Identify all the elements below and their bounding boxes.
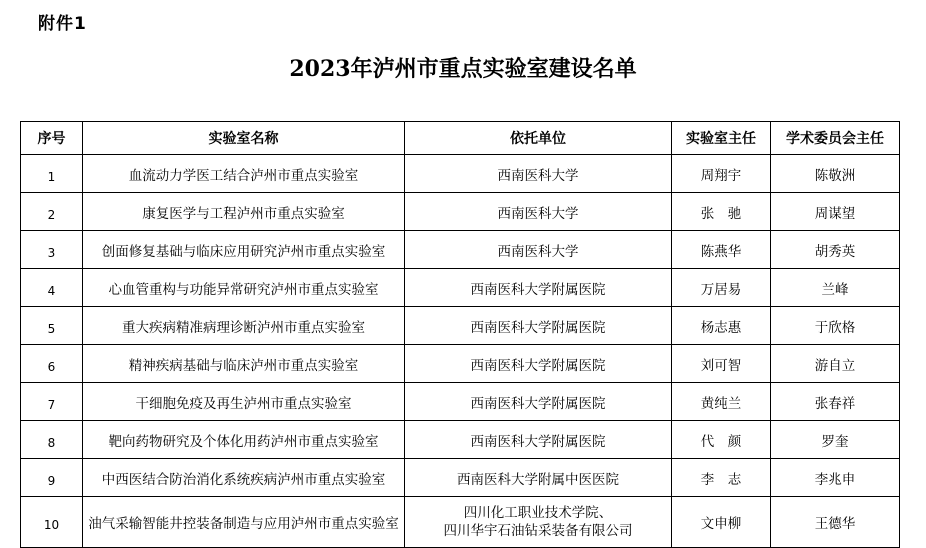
cell-committee-chair: 周谋望 bbox=[771, 193, 900, 231]
cell-lab-name: 油气采输智能井控装备制造与应用泸州市重点实验室 bbox=[83, 497, 405, 548]
cell-lab-name: 靶向药物研究及个体化用药泸州市重点实验室 bbox=[83, 421, 405, 459]
lab-list-table bbox=[20, 121, 900, 548]
cell-number: 5 bbox=[21, 307, 83, 345]
host-unit-line-2: 四川华宇石油钻采装备有限公司 bbox=[443, 523, 633, 539]
cell-host-unit: 西南医科大学 bbox=[405, 155, 672, 193]
cell-committee-chair: 游自立 bbox=[771, 345, 900, 383]
cell-lab-name: 中西医结合防治消化系统疾病泸州市重点实验室 bbox=[83, 459, 405, 497]
cell-number: 2 bbox=[21, 193, 83, 231]
cell-number: 8 bbox=[21, 421, 83, 459]
table-row bbox=[21, 307, 900, 345]
col-header-committee-chair: 学术委员会主任 bbox=[771, 122, 900, 155]
host-unit-line-1: 四川化工职业技术学院、 bbox=[463, 505, 613, 521]
col-header-number: 序号 bbox=[21, 122, 83, 155]
cell-lab-director: 陈燕华 bbox=[672, 231, 771, 269]
attachment-label: 附件1 bbox=[38, 14, 87, 34]
cell-host-unit: 西南医科大学附属医院 bbox=[405, 383, 672, 421]
cell-committee-chair: 张春祥 bbox=[771, 383, 900, 421]
table-header-row bbox=[21, 122, 900, 155]
cell-number: 3 bbox=[21, 231, 83, 269]
cell-committee-chair: 兰峰 bbox=[771, 269, 900, 307]
cell-committee-chair: 胡秀英 bbox=[771, 231, 900, 269]
cell-lab-name: 康复医学与工程泸州市重点实验室 bbox=[83, 193, 405, 231]
cell-lab-director: 刘可智 bbox=[672, 345, 771, 383]
cell-lab-director: 李 志 bbox=[672, 459, 771, 497]
table-row bbox=[21, 459, 900, 497]
cell-lab-name: 血流动力学医工结合泸州市重点实验室 bbox=[83, 155, 405, 193]
table-row bbox=[21, 269, 900, 307]
cell-lab-director: 周翔宇 bbox=[672, 155, 771, 193]
cell-lab-director: 黄纯兰 bbox=[672, 383, 771, 421]
col-header-lab-name: 实验室名称 bbox=[83, 122, 405, 155]
table-row bbox=[21, 421, 900, 459]
cell-lab-name: 创面修复基础与临床应用研究泸州市重点实验室 bbox=[83, 231, 405, 269]
cell-lab-name: 重大疾病精准病理诊断泸州市重点实验室 bbox=[83, 307, 405, 345]
cell-lab-director: 杨志惠 bbox=[672, 307, 771, 345]
cell-host-unit: 西南医科大学 bbox=[405, 193, 672, 231]
cell-committee-chair: 罗奎 bbox=[771, 421, 900, 459]
table-row bbox=[21, 155, 900, 193]
table-row bbox=[21, 231, 900, 269]
table-row bbox=[21, 383, 900, 421]
col-header-host-unit: 依托单位 bbox=[405, 122, 672, 155]
table-row bbox=[21, 497, 900, 548]
col-header-lab-director: 实验室主任 bbox=[672, 122, 771, 155]
cell-committee-chair: 于欣格 bbox=[771, 307, 900, 345]
cell-lab-director: 张 驰 bbox=[672, 193, 771, 231]
cell-committee-chair: 陈敬洲 bbox=[771, 155, 900, 193]
cell-number: 9 bbox=[21, 459, 83, 497]
cell-host-unit: 西南医科大学附属医院 bbox=[405, 269, 672, 307]
cell-host-unit: 西南医科大学附属医院 bbox=[405, 421, 672, 459]
cell-lab-name: 干细胞免疫及再生泸州市重点实验室 bbox=[83, 383, 405, 421]
table-row bbox=[21, 193, 900, 231]
cell-lab-director: 万居易 bbox=[672, 269, 771, 307]
cell-lab-name: 心血管重构与功能异常研究泸州市重点实验室 bbox=[83, 269, 405, 307]
cell-committee-chair: 李兆申 bbox=[771, 459, 900, 497]
cell-number: 6 bbox=[21, 345, 83, 383]
cell-lab-director: 代 颜 bbox=[672, 421, 771, 459]
cell-committee-chair: 王德华 bbox=[771, 497, 900, 548]
table-row bbox=[21, 345, 900, 383]
cell-number: 4 bbox=[21, 269, 83, 307]
cell-host-unit: 西南医科大学 bbox=[405, 231, 672, 269]
cell-host-unit: 西南医科大学附属中医医院 bbox=[405, 459, 672, 497]
page-title: 2023年泸州市重点实验室建设名单 bbox=[289, 56, 637, 82]
cell-number: 7 bbox=[21, 383, 83, 421]
cell-host-unit: 西南医科大学附属医院 bbox=[405, 345, 672, 383]
cell-number: 1 bbox=[21, 155, 83, 193]
cell-lab-name: 精神疾病基础与临床泸州市重点实验室 bbox=[83, 345, 405, 383]
cell-host-unit bbox=[405, 497, 672, 548]
cell-number: 10 bbox=[21, 497, 83, 548]
cell-lab-director: 文申柳 bbox=[672, 497, 771, 548]
cell-host-unit: 西南医科大学附属医院 bbox=[405, 307, 672, 345]
